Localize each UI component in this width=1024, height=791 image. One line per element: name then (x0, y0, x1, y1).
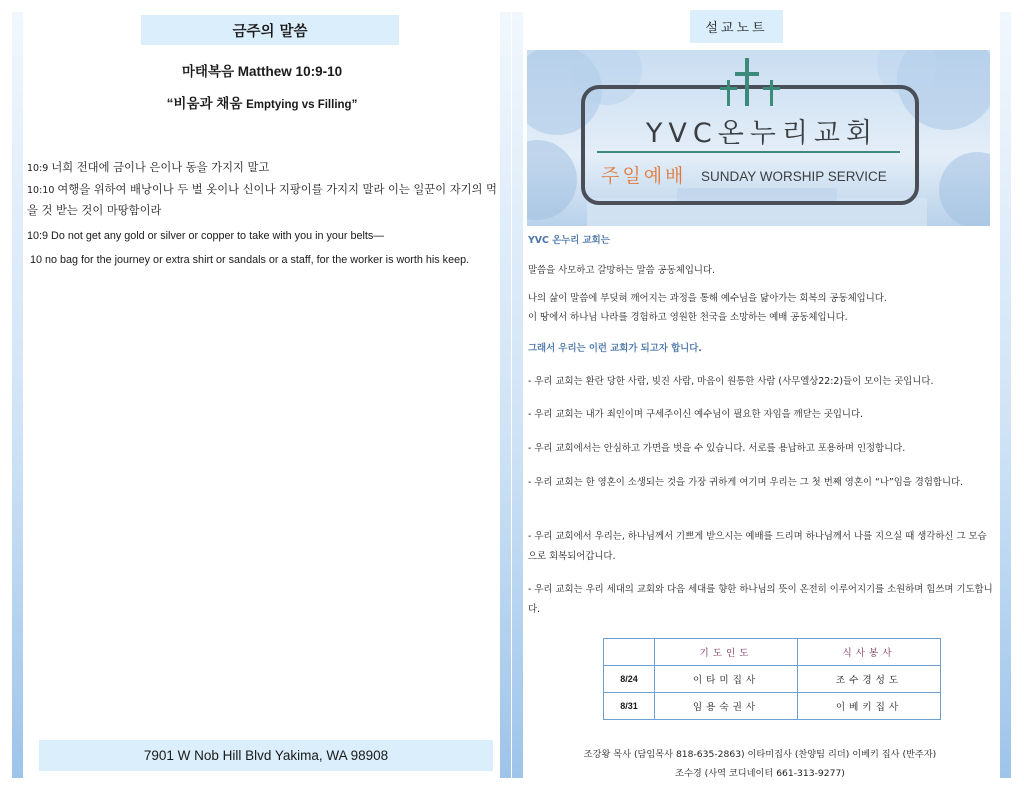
table-header-empty (604, 639, 655, 666)
weekly-word-header: 금주의 말씀 (141, 15, 399, 45)
verse-ko-2: 10:10 여행을 위하여 배낭이나 두 벌 옷이나 신이나 지팡이를 가지지 말라 이는 일꾼이 자기의 먹을 것 받는 것이 마땅함이라 (27, 182, 497, 217)
table-cell-prayer: 임용숙권사 (655, 693, 798, 720)
sermon-notes-header: 설교노트 (690, 10, 783, 43)
banner-service-korean: 주일예배 (601, 165, 687, 187)
vision-bullet-1: - 우리 교회는 환란 당한 사람, 빚진 사람, 마음이 원통한 사람 (사무엘상22:2)들이 모이는 곳입니다. (528, 376, 934, 387)
staff-contacts (520, 745, 1000, 783)
scripture-reference: 마태복음 Matthew 10:9-10 (181, 64, 343, 79)
intro-line-3: 이 땅에서 하나님 나라를 경험하고 영원한 천국을 소망하는 예배 공동체입니다. (528, 312, 848, 323)
table-cell-date: 8/24 (604, 666, 655, 693)
table-cell-meal: 이베키집사 (798, 693, 941, 720)
church-banner-graphic (527, 50, 990, 226)
table-header-prayer: 기도인도 (655, 639, 798, 666)
verse-en-2: 10 no bag for the journey or extra shirt or sandals or a staff, for the worker is worth his keep. (30, 254, 470, 266)
purpose-label: 그래서 우리는 이런 교회가 되고자 합니다. (528, 343, 702, 354)
vision-bullet-5: - 우리 교회에서 우리는, 하나님께서 기쁘게 받으시는 예배를 드리며 하나님께서 나를 지으실 때 생각하신 그 모습으로 회복되어갑니다. (528, 531, 987, 562)
table-header-row (604, 639, 941, 666)
table-cell-prayer: 이타미집사 (655, 666, 798, 693)
sermon-title (24, 92, 500, 112)
center-decor-strip-right (512, 12, 523, 778)
table-header-meal: 식사봉사 (798, 639, 941, 666)
vision-bullet-4: - 우리 교회는 한 영혼이 소생되는 것을 가장 귀하게 여기며 우리는 그 첫 번째 영혼이 “나”임을 경험합니다. (528, 477, 964, 488)
service-schedule-table (603, 638, 941, 720)
church-address: 7901 W Nob Hill Blvd Yakima, WA 98908 (39, 740, 493, 771)
banner-service-english: SUNDAY WORSHIP SERVICE (701, 169, 887, 184)
table-row (604, 666, 941, 693)
vision-bullet-6: - 우리 교회는 우리 세대의 교회와 다음 세대를 향한 하나님의 뜻이 온전히 이루어지기를 소원하며 힘쓰며 기도합니다. (528, 584, 993, 615)
table-cell-date: 8/31 (604, 693, 655, 720)
table-cell-meal: 조수경성도 (798, 666, 941, 693)
vision-bullet-2: - 우리 교회는 내가 죄인이며 구세주이신 예수님이 필요한 자임을 깨닫는 곳입니다. (528, 409, 864, 420)
scripture-verses (27, 158, 503, 271)
right-decor-strip (1000, 12, 1011, 778)
staff-line-1: 조강왕 목사 (담임목사 818-635-2863) 이타미집사 (찬양팀 리더) 이베키 집사 (반주자) (583, 749, 937, 760)
staff-line-2: 조수경 (사역 코디네이터 661-313-9277) (675, 768, 845, 779)
intro-label: YVC 온누리 교회는 (528, 235, 610, 246)
church-banner (527, 50, 990, 226)
center-decor-strip-left (500, 12, 511, 778)
sermon-title-korean: “비움과 채움 (166, 96, 243, 111)
vision-bullet-3: - 우리 교회에서는 안심하고 가면을 벗을 수 있습니다. 서로를 용납하고 포용하며 인정합니다. (528, 443, 906, 454)
intro-line-1: 말씀을 사모하고 갈망하는 말씀 공동체입니다. (528, 265, 715, 276)
sermon-title-english: Emptying vs Filling” (246, 99, 358, 111)
table-row (604, 693, 941, 720)
banner-church-name: YVC온누리교회 (645, 118, 879, 149)
verse-ko-1: 10:9 너희 전대에 금이나 은이나 동을 가지지 말고 (27, 161, 270, 174)
left-decor-strip (12, 12, 23, 778)
verse-en-1: 10:9 Do not get any gold or silver or copper to take with you in your belts— (27, 229, 385, 242)
intro-line-2: 나의 삶이 말씀에 부딪혀 깨어지는 과정을 통해 예수님을 닮아가는 회복의 공동체입니다. (528, 293, 887, 304)
